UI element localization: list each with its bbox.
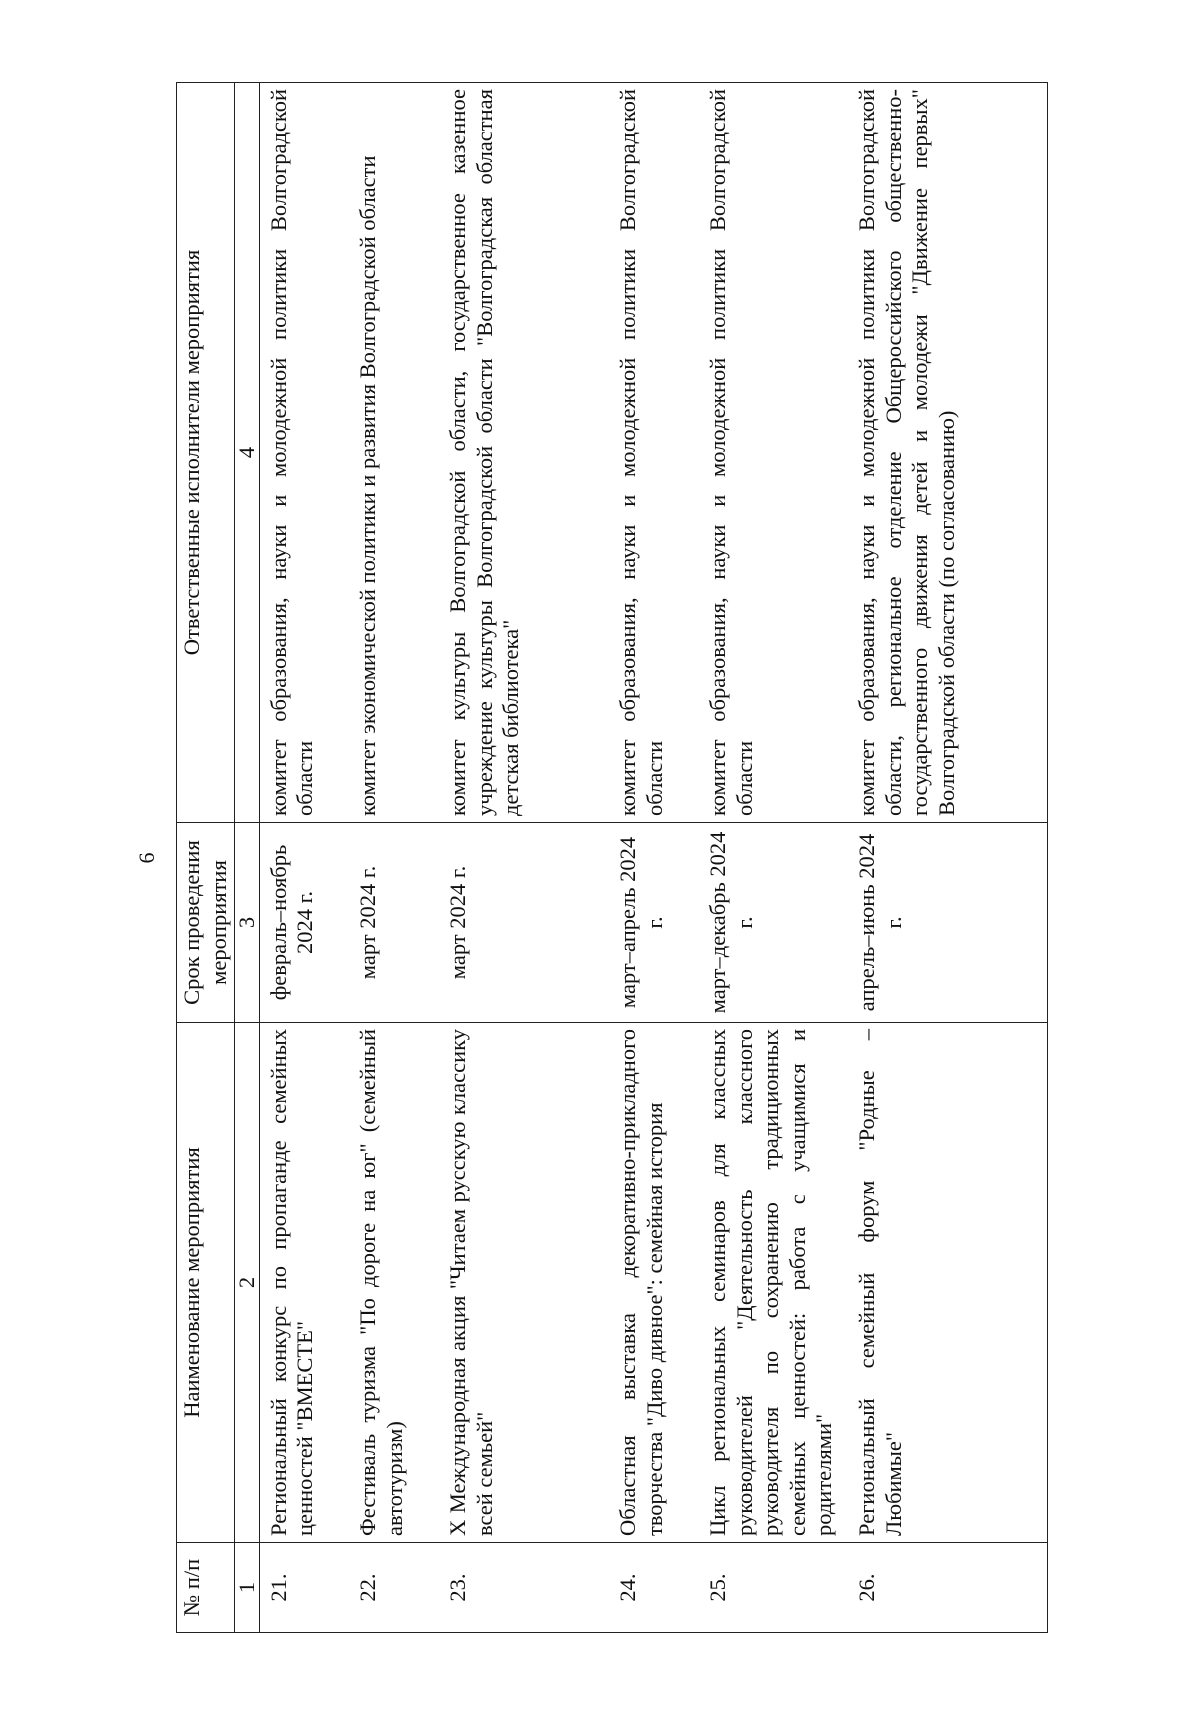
event-date: февраль–ноябрь 2024 г. — [259, 823, 349, 1023]
table-row — [699, 83, 848, 1633]
event-responsible: комитет культуры Волгоградской области, государственное казенное учреждение культуры Волгоградской области "Волгоградская областная детская библиотека" — [439, 83, 609, 823]
event-date: март–апрель 2024 г. — [609, 823, 699, 1023]
event-date: апрель–июнь 2024 г. — [848, 823, 1048, 1023]
event-name: Региональный конкурс по пропаганде семейных ценностей "ВМЕСТЕ" — [259, 1023, 349, 1543]
row-number: 21. — [259, 1543, 349, 1633]
event-responsible: комитет образования, науки и молодежной политики Волгоградской области — [609, 83, 699, 823]
header-date: Срок проведения мероприятия — [177, 823, 235, 1023]
table-row — [259, 83, 349, 1633]
table-row — [349, 83, 439, 1633]
event-date: март 2024 г. — [349, 823, 439, 1023]
event-name: X Международная акция "Читаем русскую классику всей семьей" — [439, 1023, 609, 1543]
row-number: 23. — [439, 1543, 609, 1633]
event-date: март–декабрь 2024 г. — [699, 823, 848, 1023]
event-name: Фестиваль туризма "По дороге на юг" (семейный автотуризм) — [349, 1023, 439, 1543]
event-date: март 2024 г. — [439, 823, 609, 1023]
event-responsible: комитет образования, науки и молодежной политики Волгоградской области, региональное отделение Общероссийского общественно-государственного движения детей и молодежи "Движение первых" Волгоградской области (по согласованию) — [848, 83, 1048, 823]
row-number: 26. — [848, 1543, 1048, 1633]
table-row — [848, 83, 1048, 1633]
row-number: 24. — [609, 1543, 699, 1633]
table-row — [609, 83, 699, 1633]
page-number: 6 — [134, 852, 159, 864]
events-table — [176, 82, 1048, 1633]
column-number-3: 3 — [235, 823, 260, 1023]
rotated-content — [120, 83, 1080, 1633]
event-responsible: комитет образования, науки и молодежной политики Волгоградской области — [259, 83, 349, 823]
event-name: Цикл региональных семинаров для классных руководителей "Деятельность классного руководителя по сохранению традиционных семейных ценностей: работа с учащимися и родителями" — [699, 1023, 848, 1543]
header-responsible: Ответственные исполнители мероприятия — [177, 83, 235, 823]
header-event-name: Наименование мероприятия — [177, 1023, 235, 1543]
row-number: 25. — [699, 1543, 848, 1633]
event-name: Региональный семейный форум "Родные – Любимые" — [848, 1023, 1048, 1543]
column-number-4: 4 — [235, 83, 260, 823]
event-name: Областная выставка декоративно-прикладного творчества "Диво дивное": семейная история — [609, 1023, 699, 1543]
column-number-2: 2 — [235, 1023, 260, 1543]
table-row — [439, 83, 609, 1633]
column-number-1: 1 — [235, 1543, 260, 1633]
event-responsible: комитет экономической политики и развития Волгоградской области — [349, 83, 439, 823]
row-number: 22. — [349, 1543, 439, 1633]
header-number: № п/п — [177, 1543, 235, 1633]
event-responsible: комитет образования, науки и молодежной политики Волгоградской области — [699, 83, 848, 823]
